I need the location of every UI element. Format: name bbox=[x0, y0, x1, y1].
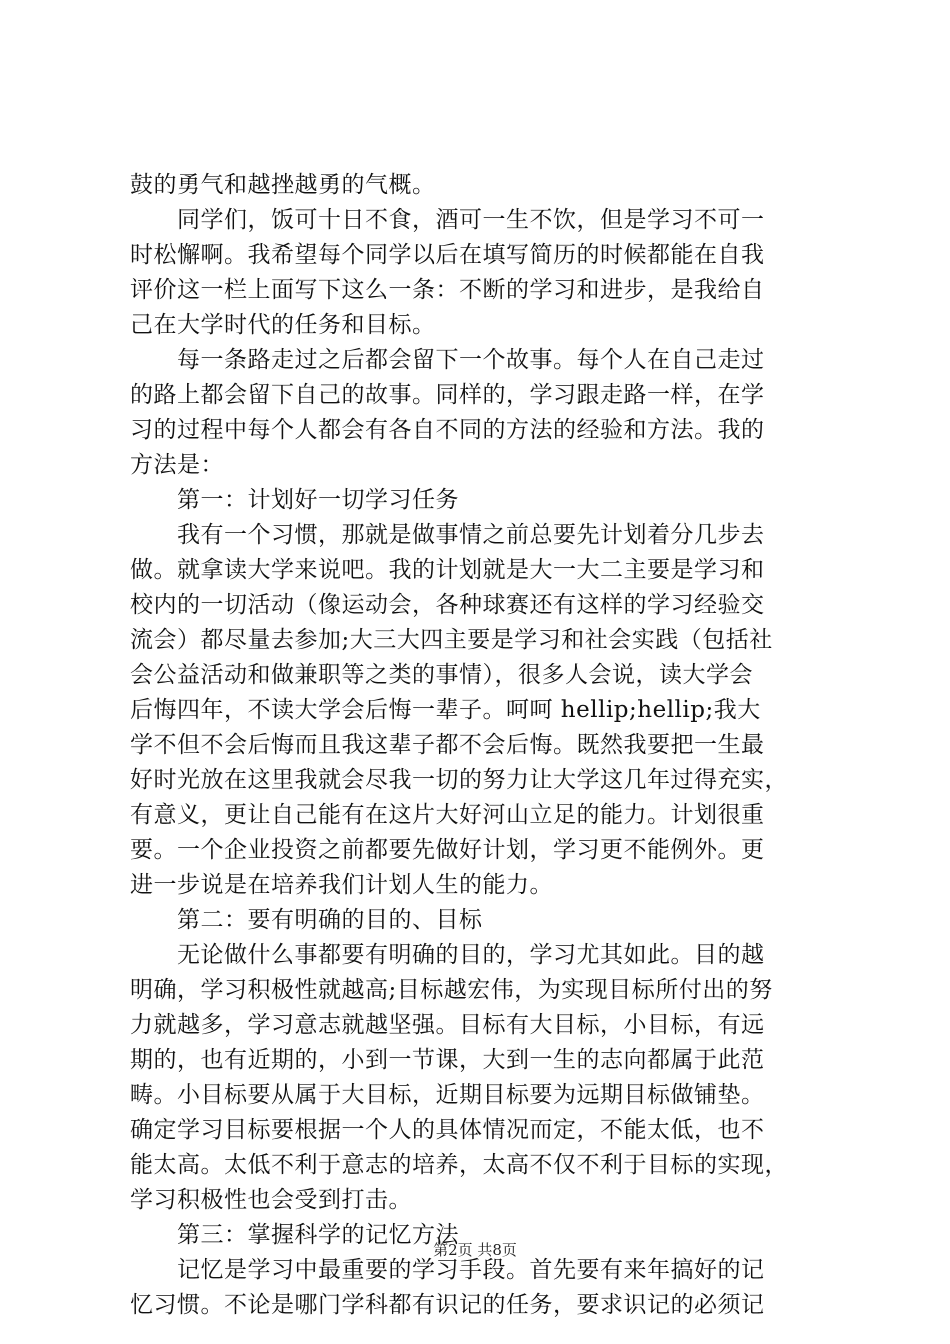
paragraph-start-line: 我有一个习惯，那就是做事情之前总要先计划着分几步去 bbox=[177, 522, 765, 548]
text-line: 进一步说是在培养我们计划人生的能力。 bbox=[130, 872, 553, 898]
text-line: 忆习惯。不论是哪门学科都有识记的任务，要求识记的必须记 bbox=[130, 1292, 765, 1318]
text-line: 时松懈啊。我希望每个同学以后在填写简历的时候都能在自我 bbox=[130, 242, 765, 268]
text-line: 学习积极性也会受到打击。 bbox=[130, 1187, 412, 1213]
text-line: 鼓的勇气和越挫越勇的气概。 bbox=[130, 172, 436, 198]
text-line: 畴。小目标要从属于大目标，近期目标要为远期目标做铺垫。 bbox=[130, 1082, 765, 1108]
text-line: 评价这一栏上面写下这么一条：不断的学习和进步，是我给自 bbox=[130, 277, 765, 303]
paragraph-start-line: 同学们，饭可十日不食，酒可一生不饮，但是学习不可一 bbox=[177, 207, 765, 233]
text-line: 确定学习目标要根据一个人的具体情况而定，不能太低，也不 bbox=[130, 1117, 765, 1143]
text-line: 学不但不会后悔而且我这辈子都不会后悔。既然我要把一生最 bbox=[130, 732, 765, 758]
text-line: 方法是： bbox=[130, 452, 224, 478]
paragraph-start-line: 每一条路走过之后都会留下一个故事。每个人在自己走过 bbox=[177, 347, 765, 373]
paragraph-start-line: 无论做什么事都要有明确的目的，学习尤其如此。目的越 bbox=[177, 942, 765, 968]
text-line: 明确，学习积极性就越高;目标越宏伟，为实现目标所付出的努 bbox=[130, 977, 773, 1003]
text-line: 己在大学时代的任务和目标。 bbox=[130, 312, 436, 338]
document-body bbox=[130, 168, 830, 1323]
text-line: 好时光放在这里我就会尽我一切的努力让大学这几年过得充实， bbox=[130, 767, 788, 793]
page-number-footer: 第2页 共8页 bbox=[433, 1241, 517, 1259]
section-heading-2: 第二：要有明确的目的、目标 bbox=[177, 907, 483, 933]
text-line: 期的，也有近期的，小到一节课，大到一生的志向都属于此范 bbox=[130, 1047, 765, 1073]
text-line: 校内的一切活动（像运动会，各种球赛还有这样的学习经验交 bbox=[130, 592, 765, 618]
text-line: 做。就拿读大学来说吧。我的计划就是大一大二主要是学习和 bbox=[130, 557, 765, 583]
paragraph-start-line: 记忆是学习中最重要的学习手段。首先要有来年搞好的记 bbox=[177, 1257, 765, 1283]
text-line: 要。一个企业投资之前都要先做好计划，学习更不能例外。更 bbox=[130, 837, 765, 863]
text-line: 会公益活动和做兼职等之类的事情），很多人会说，读大学会 bbox=[130, 662, 753, 688]
text-line: 力就越多，学习意志就越坚强。目标有大目标，小目标，有远 bbox=[130, 1012, 765, 1038]
text-line: 后悔四年，不读大学会后悔一辈子。呵呵 hellip;hellip;我大 bbox=[130, 697, 761, 723]
text-line: 习的过程中每个人都会有各自不同的方法的经验和方法。我的 bbox=[130, 417, 765, 443]
section-heading-3: 第三：掌握科学的记忆方法 bbox=[177, 1222, 459, 1248]
text-line: 的路上都会留下自己的故事。同样的，学习跟走路一样，在学 bbox=[130, 382, 765, 408]
section-heading-1: 第一：计划好一切学习任务 bbox=[177, 487, 459, 513]
text-line: 能太高。太低不利于意志的培养，太高不仅不利于目标的实现， bbox=[130, 1152, 788, 1178]
text-line: 流会）都尽量去参加;大三大四主要是学习和社会实践（包括社 bbox=[130, 627, 773, 653]
text-line: 有意义，更让自己能有在这片大好河山立足的能力。计划很重 bbox=[130, 802, 765, 828]
